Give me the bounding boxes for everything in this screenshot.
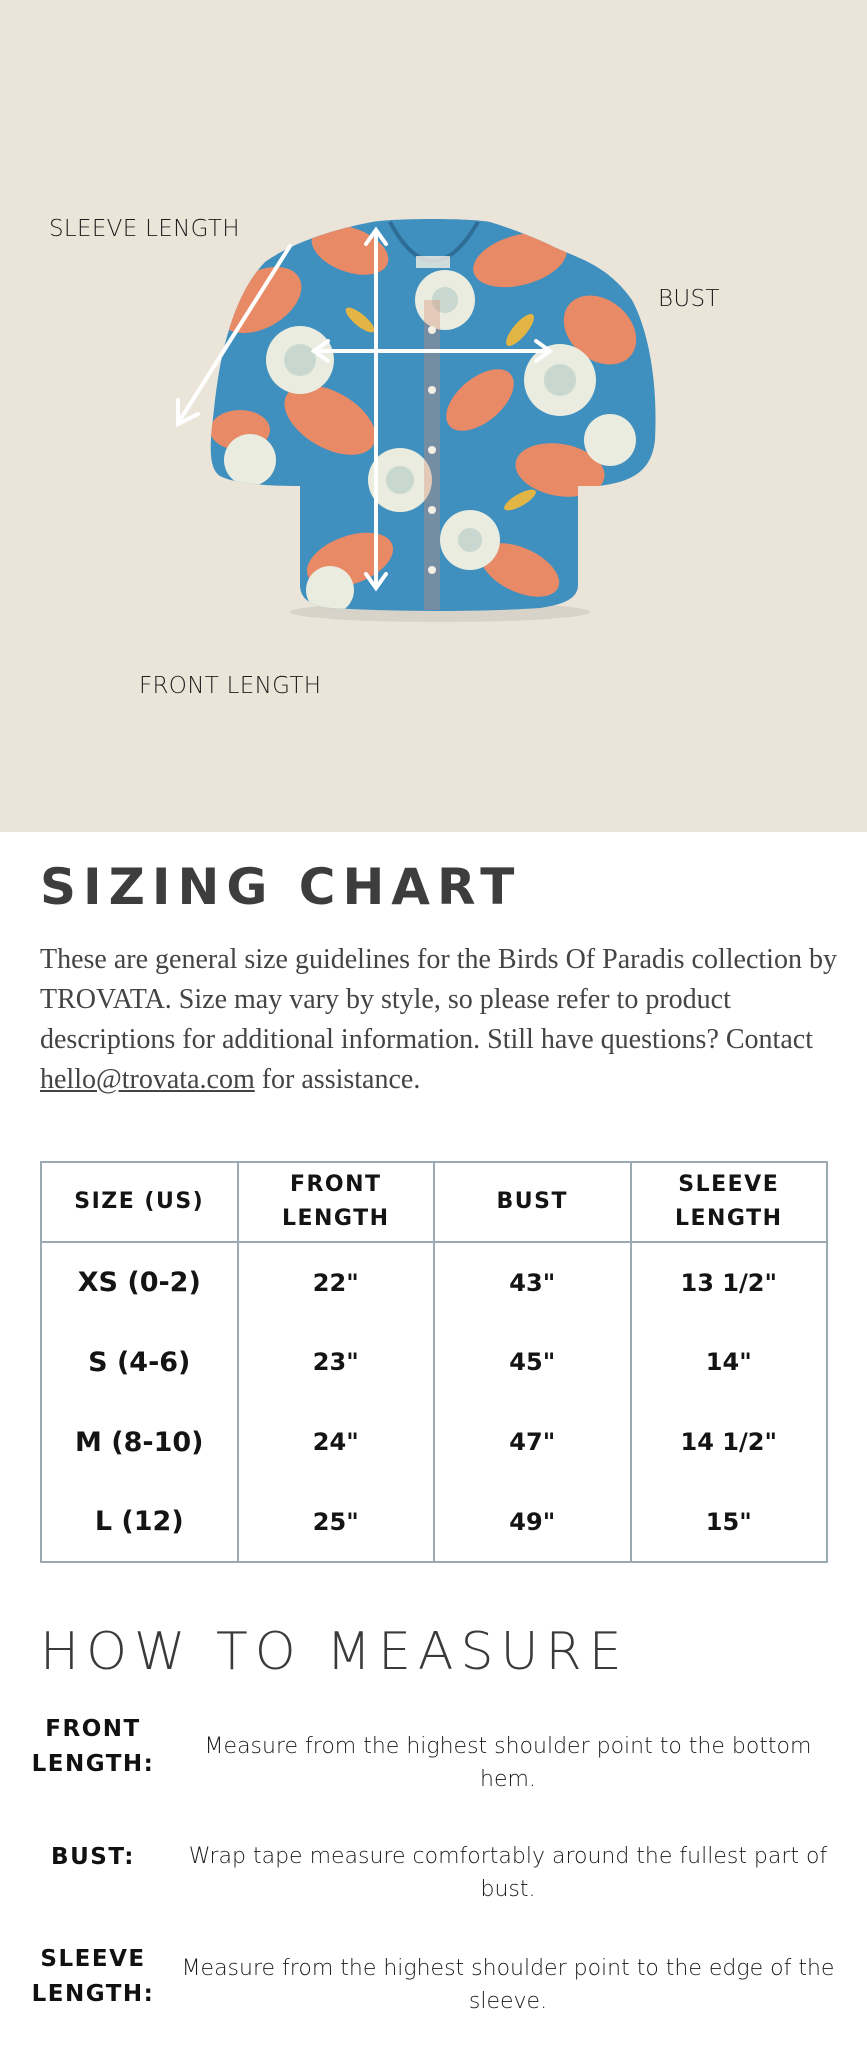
contact-email-link[interactable]: hello@trovata.com — [40, 1064, 255, 1095]
front-length-cell: 22" — [238, 1242, 435, 1322]
front-length-label: FRONT LENGTH — [139, 673, 322, 699]
header-front-length: FRONT LENGTH — [238, 1162, 435, 1242]
how-to-measure-title: HOW TO MEASURE — [40, 1622, 629, 1682]
measure-term: SLEEVE LENGTH: — [31, 1946, 155, 2007]
size-cell: S (4-6) — [41, 1322, 238, 1402]
shirt-fabric — [190, 200, 680, 630]
bust-cell: 49" — [434, 1482, 631, 1562]
bust-cell: 43" — [434, 1242, 631, 1322]
table-row — [41, 1242, 827, 1322]
size-cell: M (8-10) — [41, 1402, 238, 1482]
measure-term: BUST: — [51, 1844, 135, 1870]
product-measurement-image — [0, 0, 867, 832]
intro-text: These are general size guidelines for the Birds Of Paradis collection by TROVATA. Size may vary by style, so please refer to product descriptions for additional information. Still have questions? Contact — [40, 944, 837, 1055]
sleeve-length-cell: 15" — [631, 1482, 828, 1562]
bust-label: BUST — [658, 286, 720, 312]
bust-cell: 45" — [434, 1322, 631, 1402]
measure-description: Wrap tape measure comfortably around the fullest part of bust. — [188, 1844, 828, 1902]
table-row — [41, 1482, 827, 1562]
size-cell: XS (0-2) — [41, 1242, 238, 1322]
intro-suffix: for assistance. — [261, 1064, 421, 1095]
sleeve-length-cell: 14 1/2" — [631, 1402, 828, 1482]
header-bust: BUST — [434, 1162, 631, 1242]
header-size: SIZE (US) — [41, 1162, 238, 1242]
size-cell: L (12) — [41, 1482, 238, 1562]
bust-cell: 47" — [434, 1402, 631, 1482]
measure-description: Measure from the highest shoulder point to the bottom hem. — [204, 1734, 812, 1792]
front-length-cell: 25" — [238, 1482, 435, 1562]
sizing-chart-title: SIZING CHART — [40, 858, 522, 916]
front-length-cell: 24" — [238, 1402, 435, 1482]
sizing-intro-paragraph — [40, 940, 840, 1100]
size-table — [40, 1161, 828, 1563]
measure-description: Measure from the highest shoulder point to the edge of the sleeve. — [181, 1956, 835, 2014]
table-row — [41, 1322, 827, 1402]
front-length-cell: 23" — [238, 1322, 435, 1402]
sleeve-length-cell: 13 1/2" — [631, 1242, 828, 1322]
table-row — [41, 1402, 827, 1482]
sleeve-length-label: SLEEVE LENGTH — [49, 216, 240, 242]
header-sleeve-length: SLEEVE LENGTH — [631, 1162, 828, 1242]
sleeve-length-cell: 14" — [631, 1322, 828, 1402]
floral-blouse-illustration — [0, 0, 867, 832]
measure-term: FRONT LENGTH: — [31, 1716, 155, 1777]
size-table-header-row — [41, 1162, 827, 1242]
